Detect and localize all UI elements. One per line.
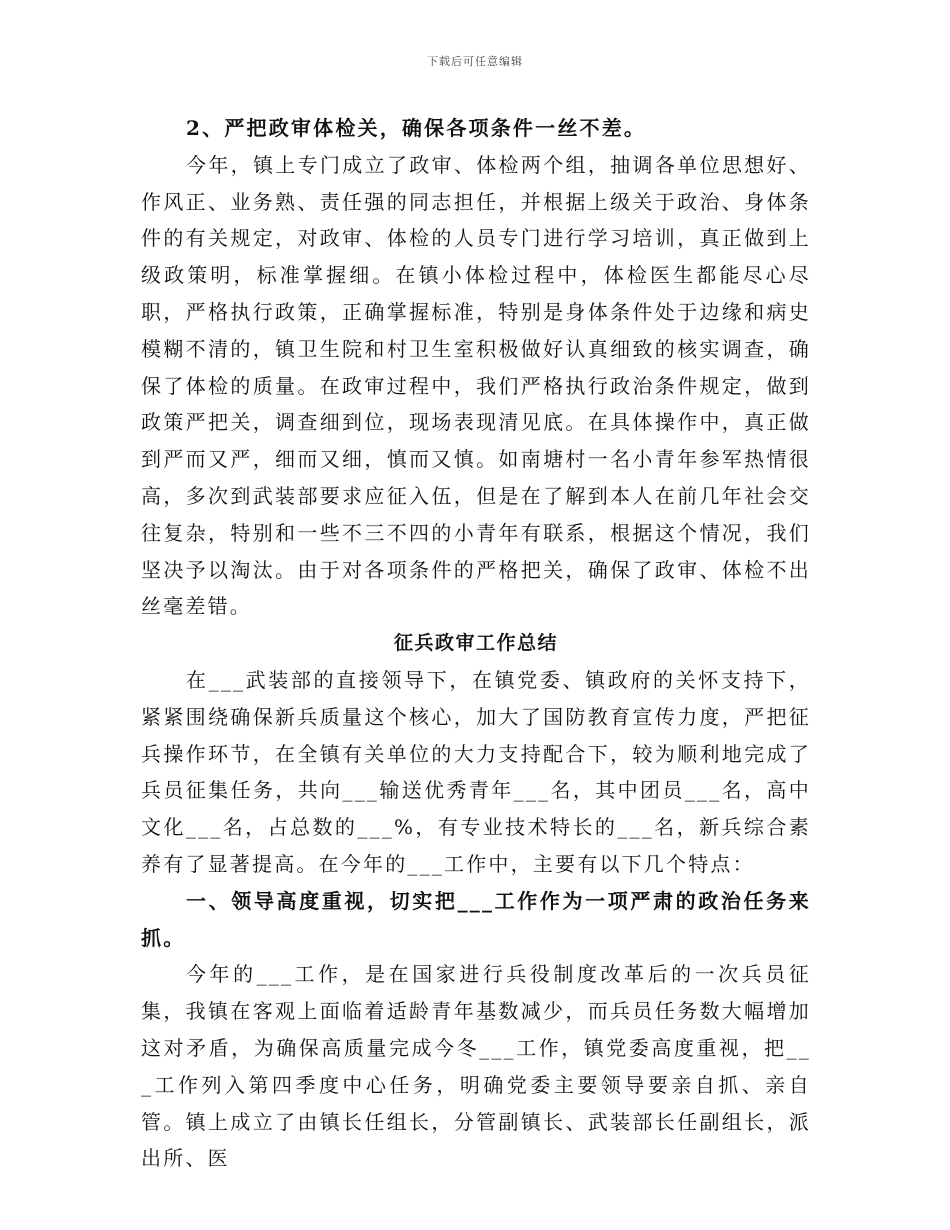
body-paragraph: 在___武装部的直接领导下，在镇党委、镇政府的关怀支持下，紧紧围绕确保新兵质量这个核心，加大了国防教育宣传力度，严把征兵操作环节，在全镇有关单位的大力支持配合下，较为顺利地完成了兵员征集任务，共向___输送优秀青年___名，其中团员___名，高中文化___名，占总数的___%，有专业技术特长的___名，新兵综合素养有了显著提高。在今年的___工作中，主要有以下几个特点：	[141, 667, 811, 876]
section-heading: 2、严把政审体检关，确保各项条件一丝不差。	[186, 116, 647, 140]
page-header: 下载后可任意编辑	[427, 55, 523, 68]
body-paragraph: 今年的___工作，是在国家进行兵役制度改革后的一次兵员征集，我镇在客观上面临着适龄青年基数减少，而兵员任务数大幅增加这对矛盾，为确保高质量完成今冬___工作，镇党委高度重视，把___工作列入第四季度中心任务，明确党委主要领导要亲自抓、亲自管。镇上成立了由镇长任组长，分管副镇长、武装部长任副组长，派出所、医	[141, 962, 811, 1171]
document-body	[141, 110, 811, 1177]
section-heading: 一、领导高度重视，切实把___工作作为一项严肃的政治任务来抓。	[141, 888, 811, 950]
document-title: 征兵政审工作总结	[393, 632, 558, 655]
body-paragraph: 今年，镇上专门成立了政审、体检两个组，抽调各单位思想好、作风正、业务熟、责任强的同志担任，并根据上级关于政治、身体条件的有关规定，对政审、体检的人员专门进行学习培训，真正做到上级政策明，标准掌握细。在镇小体检过程中，体检医生都能尽心尽职，严格执行政策，正确掌握标准，特别是身体条件处于边缘和病史模糊不清的，镇卫生院和村卫生室积极做好认真细致的核实调查，确保了体检的质量。在政审过程中，我们严格执行政治条件规定，做到政策严把关，调查细到位，现场表现清见底。在具体操作中，真正做到严而又严，细而又细，慎而又慎。如南塘村一名小青年参军热情很高，多次到武装部要求应征入伍，但是在了解到本人在前几年社会交往复杂，特别和一些不三不四的小青年有联系，根据这个情况，我们坚决予以淘汰。由于对各项条件的严格把关，确保了政审、体检不出丝毫差错。	[141, 152, 811, 619]
